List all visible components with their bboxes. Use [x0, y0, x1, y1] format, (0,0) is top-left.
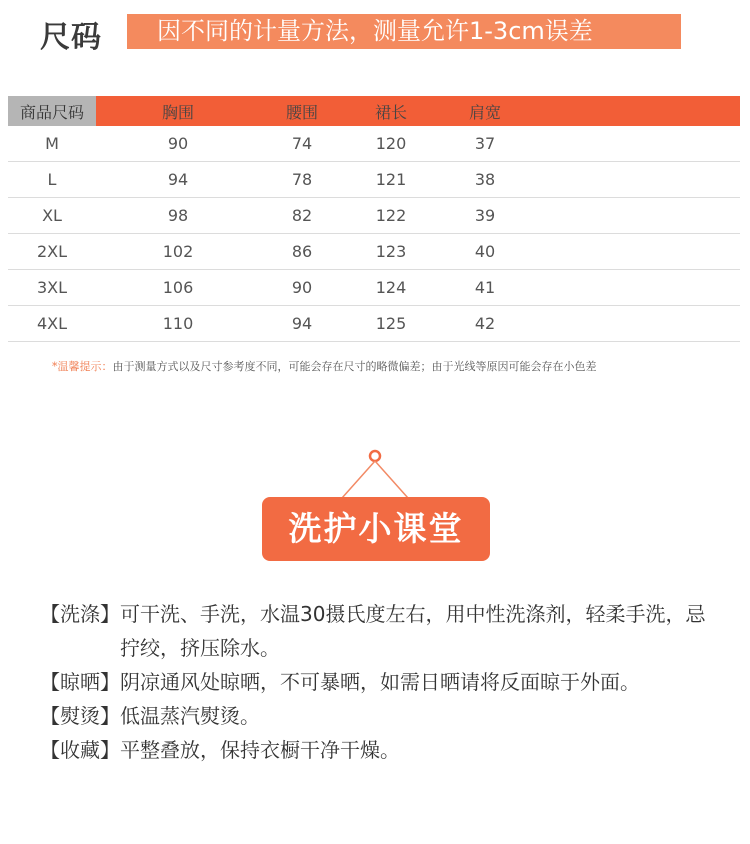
table-cell: 98 — [96, 198, 260, 234]
measurement-note-banner: 因不同的计量方法，测量允许1-3cm误差 — [127, 14, 681, 49]
table-cell: 41 — [438, 270, 532, 306]
care-item-drying — [40, 665, 720, 699]
hanger-icon — [330, 446, 420, 502]
table-cell: 102 — [96, 234, 260, 270]
table-cell: 37 — [438, 126, 532, 162]
table-cell: XL — [8, 198, 96, 234]
table-cell — [532, 270, 740, 306]
table-cell: 125 — [344, 306, 438, 342]
table-cell: 94 — [260, 306, 344, 342]
table-cell: 38 — [438, 162, 532, 198]
care-label: 【晾晒】 — [40, 670, 120, 694]
table-cell: 3XL — [8, 270, 96, 306]
care-item-ironing — [40, 699, 720, 733]
size-table-header-row — [8, 96, 740, 126]
size-tip — [52, 358, 597, 374]
column-header-shoulder: 肩宽 — [438, 96, 532, 126]
care-section-title: 洗护小课堂 — [262, 497, 490, 561]
table-row — [8, 270, 740, 306]
care-text: 可干洗、手洗，水温30摄氏度左右，用中性洗涤剂，轻柔手洗，忌拧绞，挤压除水。 — [120, 602, 706, 660]
care-text: 低温蒸汽熨烫。 — [120, 704, 260, 728]
care-item-storage — [40, 733, 720, 767]
size-table — [8, 96, 740, 342]
table-row — [8, 234, 740, 270]
care-label: 【洗涤】 — [40, 602, 120, 626]
table-cell — [532, 162, 740, 198]
table-cell: 124 — [344, 270, 438, 306]
tip-label: *温馨提示： — [52, 360, 113, 373]
table-cell: 106 — [96, 270, 260, 306]
column-header-length: 裙长 — [344, 96, 438, 126]
tip-text: 由于测量方式以及尺寸参考度不同，可能会存在尺寸的略微偏差；由于光线等原因可能会存在小色差 — [112, 360, 597, 373]
table-cell: 120 — [344, 126, 438, 162]
table-cell: 4XL — [8, 306, 96, 342]
care-text: 平整叠放，保持衣橱干净干燥。 — [120, 738, 400, 762]
care-label: 【熨烫】 — [40, 704, 120, 728]
table-cell — [532, 306, 740, 342]
table-cell: 94 — [96, 162, 260, 198]
column-header-waist: 腰围 — [260, 96, 344, 126]
table-cell — [532, 198, 740, 234]
table-cell: 110 — [96, 306, 260, 342]
table-cell — [532, 126, 740, 162]
table-row — [8, 162, 740, 198]
table-cell: 39 — [438, 198, 532, 234]
table-cell: 40 — [438, 234, 532, 270]
care-item-washing — [40, 597, 720, 665]
table-cell: 82 — [260, 198, 344, 234]
table-cell: 42 — [438, 306, 532, 342]
table-cell: 78 — [260, 162, 344, 198]
table-cell: L — [8, 162, 96, 198]
table-row — [8, 198, 740, 234]
size-section-title: 尺码 — [40, 20, 102, 55]
table-cell: 121 — [344, 162, 438, 198]
care-instructions — [40, 597, 720, 767]
table-cell: M — [8, 126, 96, 162]
column-header-chest: 胸围 — [96, 96, 260, 126]
table-cell: 90 — [260, 270, 344, 306]
table-cell: 86 — [260, 234, 344, 270]
table-row — [8, 306, 740, 342]
column-header-size: 商品尺码 — [8, 96, 96, 126]
table-cell: 2XL — [8, 234, 96, 270]
table-cell — [532, 234, 740, 270]
care-text: 阴凉通风处晾晒，不可暴晒，如需日晒请将反面晾于外面。 — [120, 670, 640, 694]
table-cell: 74 — [260, 126, 344, 162]
table-row — [8, 126, 740, 162]
table-cell: 90 — [96, 126, 260, 162]
care-label: 【收藏】 — [40, 738, 120, 762]
table-cell: 123 — [344, 234, 438, 270]
table-cell: 122 — [344, 198, 438, 234]
column-header-spacer — [532, 96, 740, 126]
